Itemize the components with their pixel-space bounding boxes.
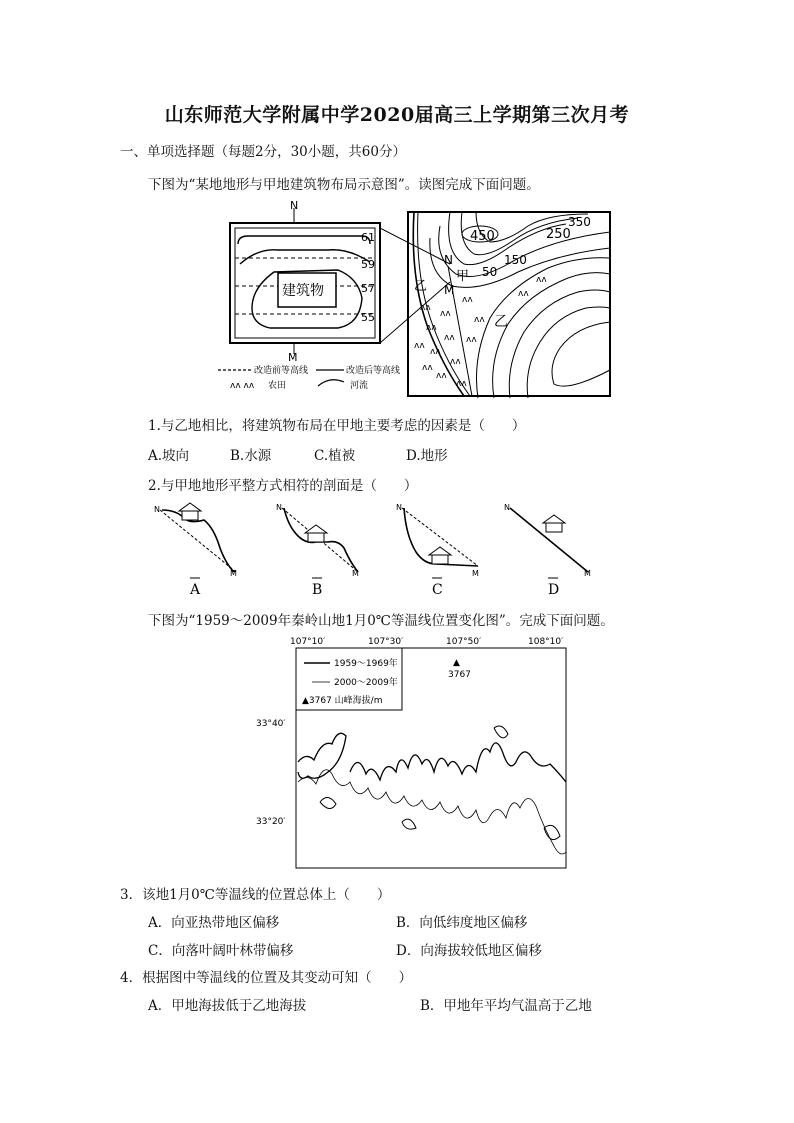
contour-250: 250 xyxy=(546,227,571,242)
q1-option-d[interactable]: D.地形 xyxy=(406,448,448,464)
svg-text:ʌʌ: ʌʌ xyxy=(414,341,425,351)
lat-tick-2: 33°20′ xyxy=(256,817,286,827)
lon-tick-2: 107°30′ xyxy=(368,637,404,647)
legend-before-contour: 改造前等高线 xyxy=(254,366,309,376)
legend-after-contour: 改造后等高线 xyxy=(346,366,401,376)
q3-option-a[interactable]: A．向亚热带地区偏移 xyxy=(148,915,280,931)
place-yi-left: 乙 xyxy=(414,279,428,294)
south-label: M xyxy=(288,351,298,364)
q3-option-d[interactable]: D．向海拔较低地区偏移 xyxy=(396,943,542,959)
profile-b xyxy=(276,503,359,598)
svg-text:ʌʌ: ʌʌ xyxy=(518,289,529,299)
svg-text:ʌʌ: ʌʌ xyxy=(440,309,451,319)
intro-text-2: 下图为“1959～2009年秦岭山地1月0℃等温线位置变化图”。完成下面问题。 xyxy=(148,613,614,629)
peak-elevation: 3767 xyxy=(448,670,471,680)
legend-2000: 2000～2009年 xyxy=(334,678,398,688)
page-title: 山东师范大学附属中学2020届高三上学期第三次月考 xyxy=(164,104,630,126)
map-legend xyxy=(296,648,402,710)
svg-text:ʌʌ: ʌʌ xyxy=(420,303,431,313)
isotherm-2000 xyxy=(298,770,566,854)
section-heading: 一、单项选择题（每题2分，30小题，共60分） xyxy=(120,144,406,160)
svg-text:N: N xyxy=(504,503,510,512)
q1-option-b[interactable]: B.水源 xyxy=(230,448,272,464)
profile-c-label: C xyxy=(432,582,443,598)
legend-river: 河流 xyxy=(350,381,369,391)
contour-61: 61 xyxy=(361,231,375,244)
svg-text:M: M xyxy=(472,569,479,578)
q1-option-c[interactable]: C.植被 xyxy=(314,448,356,464)
isotherm-1959 xyxy=(298,733,566,782)
svg-text:ʌʌ: ʌʌ xyxy=(456,379,467,389)
building-layout-diagram xyxy=(218,199,400,391)
contour-57: 57 xyxy=(361,282,375,295)
map-m-label: M xyxy=(444,283,455,297)
svg-text:N: N xyxy=(396,503,402,512)
q1-option-a[interactable]: A.坡向 xyxy=(148,448,190,464)
question-2-stem: 2.与甲地地形平整方式相符的剖面是（ ） xyxy=(148,478,418,494)
svg-text:ʌʌ: ʌʌ xyxy=(430,347,441,357)
q3-option-b[interactable]: B．向低纬度地区偏移 xyxy=(396,915,528,931)
contour-350: 350 xyxy=(568,215,591,229)
profile-c xyxy=(396,503,479,598)
terrain-figure xyxy=(218,198,614,398)
profile-a-label: A xyxy=(190,582,201,598)
contour-150: 150 xyxy=(504,253,527,267)
isotherm-map xyxy=(250,632,570,872)
svg-text:ʌʌ: ʌʌ xyxy=(466,335,477,345)
legend-peak: ▲3767 山峰海拔/m xyxy=(302,696,383,706)
legend-farmland: 农田 xyxy=(268,381,287,391)
contour-50: 50 xyxy=(482,265,498,279)
contour-55: 55 xyxy=(361,311,375,324)
q4-option-a[interactable]: A．甲地海拔低于乙地海拔 xyxy=(148,998,307,1014)
profile-d xyxy=(504,503,591,598)
peak-icon: ▲ xyxy=(453,658,460,668)
svg-text:N: N xyxy=(276,503,282,512)
farmland-icon: ʌʌ ʌʌ xyxy=(230,381,255,391)
svg-text:ʌʌ: ʌʌ xyxy=(474,315,485,325)
svg-text:ʌʌ: ʌʌ xyxy=(450,357,461,367)
svg-text:N: N xyxy=(154,505,160,514)
q4-option-b[interactable]: B．甲地年平均气温高于乙地 xyxy=(420,998,592,1014)
intro-text-1: 下图为“某地地形与甲地建筑物布局示意图”。读图完成下面问题。 xyxy=(148,177,540,193)
profile-b-label: B xyxy=(312,582,323,598)
svg-text:ʌʌ: ʌʌ xyxy=(444,333,455,343)
place-jia: 甲 xyxy=(456,269,470,284)
question-4-stem: 4．根据图中等温线的位置及其变动可知（ ） xyxy=(120,970,413,986)
profile-figure xyxy=(148,496,608,600)
profile-a xyxy=(154,503,237,598)
contour-450: 450 xyxy=(470,229,495,244)
q3-option-c[interactable]: C．向落叶阔叶林带偏移 xyxy=(148,943,294,959)
building-label: 建筑物 xyxy=(282,283,324,299)
svg-text:ʌʌ: ʌʌ xyxy=(536,275,547,285)
lon-tick-4: 108°10′ xyxy=(528,637,564,647)
isotherm-islands xyxy=(320,726,560,840)
legend-1959: 1959～1969年 xyxy=(334,659,398,669)
place-yi: 乙 xyxy=(494,314,508,330)
svg-text:M: M xyxy=(230,569,237,578)
map-north-label: N xyxy=(444,253,453,267)
contour-59: 59 xyxy=(361,258,375,271)
lon-tick-1: 107°10′ xyxy=(290,637,326,647)
question-1-stem: 1.与乙地相比，将建筑物布局在甲地主要考虑的因素是（ ） xyxy=(148,418,526,434)
river-icon xyxy=(318,380,344,386)
svg-text:ʌʌ: ʌʌ xyxy=(422,363,433,373)
svg-text:M: M xyxy=(352,569,359,578)
svg-text:ʌʌ: ʌʌ xyxy=(462,295,473,305)
lat-tick-1: 33°40′ xyxy=(256,719,286,729)
question-3-stem: 3．该地1月0℃等温线的位置总体上（ ） xyxy=(120,887,391,903)
svg-text:ʌʌ: ʌʌ xyxy=(436,371,447,381)
topographic-map xyxy=(408,212,610,398)
svg-text:ʌʌ: ʌʌ xyxy=(426,323,437,333)
north-label: N xyxy=(290,199,299,212)
svg-text:M: M xyxy=(584,569,591,578)
profile-d-label: D xyxy=(548,582,560,598)
lon-tick-3: 107°50′ xyxy=(446,637,482,647)
